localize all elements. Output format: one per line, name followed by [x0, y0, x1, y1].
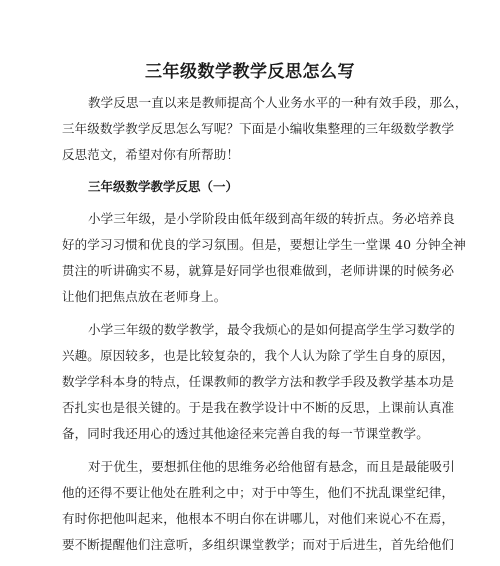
- intro-line: 反思范文，希望对你有所帮助！: [62, 147, 240, 162]
- paragraph-line: 小学三年级，是小学阶段由低年级到高年级的转折点。务必培养良: [88, 211, 455, 226]
- paragraph-line: 要不断提醒他们注意听，多组织课堂教学；而对于后进生，首先给他们: [62, 537, 455, 552]
- paragraph-line: 数学学科本身的特点，任课教师的教学方法和教学手段及教学基本功是: [62, 374, 455, 389]
- paragraph-line: 他的还得不要让他处在胜利之中；对于中等生，他们不扰乱课堂纪律，: [62, 485, 455, 500]
- paragraph-line: 贯注的听讲确实不易，就算是好同学也很难做到，老师讲课的时候务必: [62, 263, 455, 278]
- paragraph-line: 兴趣。原因较多，也是比较复杂的，我个人认为除了学生自身的原因，: [62, 348, 455, 363]
- paragraph-line: 对于优生，要想抓住他的思维务必给他留有悬念，而且是最能吸引: [88, 459, 455, 474]
- document-title: 三年级数学教学反思怎么写: [145, 62, 355, 82]
- paragraph-line: 小学三年级的数学教学，最令我烦心的是如何提高学生学习数学的: [88, 322, 455, 337]
- paragraph-line: 让他们把焦点放在老师身上。: [62, 289, 227, 304]
- intro-line: 教学反思一直以来是教师提高个人业务水平的一种有效手段，那么，: [88, 95, 468, 110]
- paragraph-line: 备，同时我还用心的透过其他途径来完善自我的每一节课堂教学。: [62, 426, 429, 441]
- paragraph-line: 有时你把他叫起来，他根本不明白你在讲哪儿，对他们来说心不在焉，: [62, 511, 455, 526]
- section-heading: 三年级数学教学反思（一）: [88, 179, 239, 194]
- paragraph-line: 好的学习习惯和优良的学习氛围。但是，要想让学生一堂课 40 分钟全神: [62, 237, 466, 252]
- intro-line: 三年级数学教学反思怎么写呢？下面是小编收集整理的三年级数学教学: [62, 121, 455, 136]
- paragraph-line: 否扎实也是很关键的。于是我在教学设计中不断的反思，上课前认真准: [62, 400, 455, 415]
